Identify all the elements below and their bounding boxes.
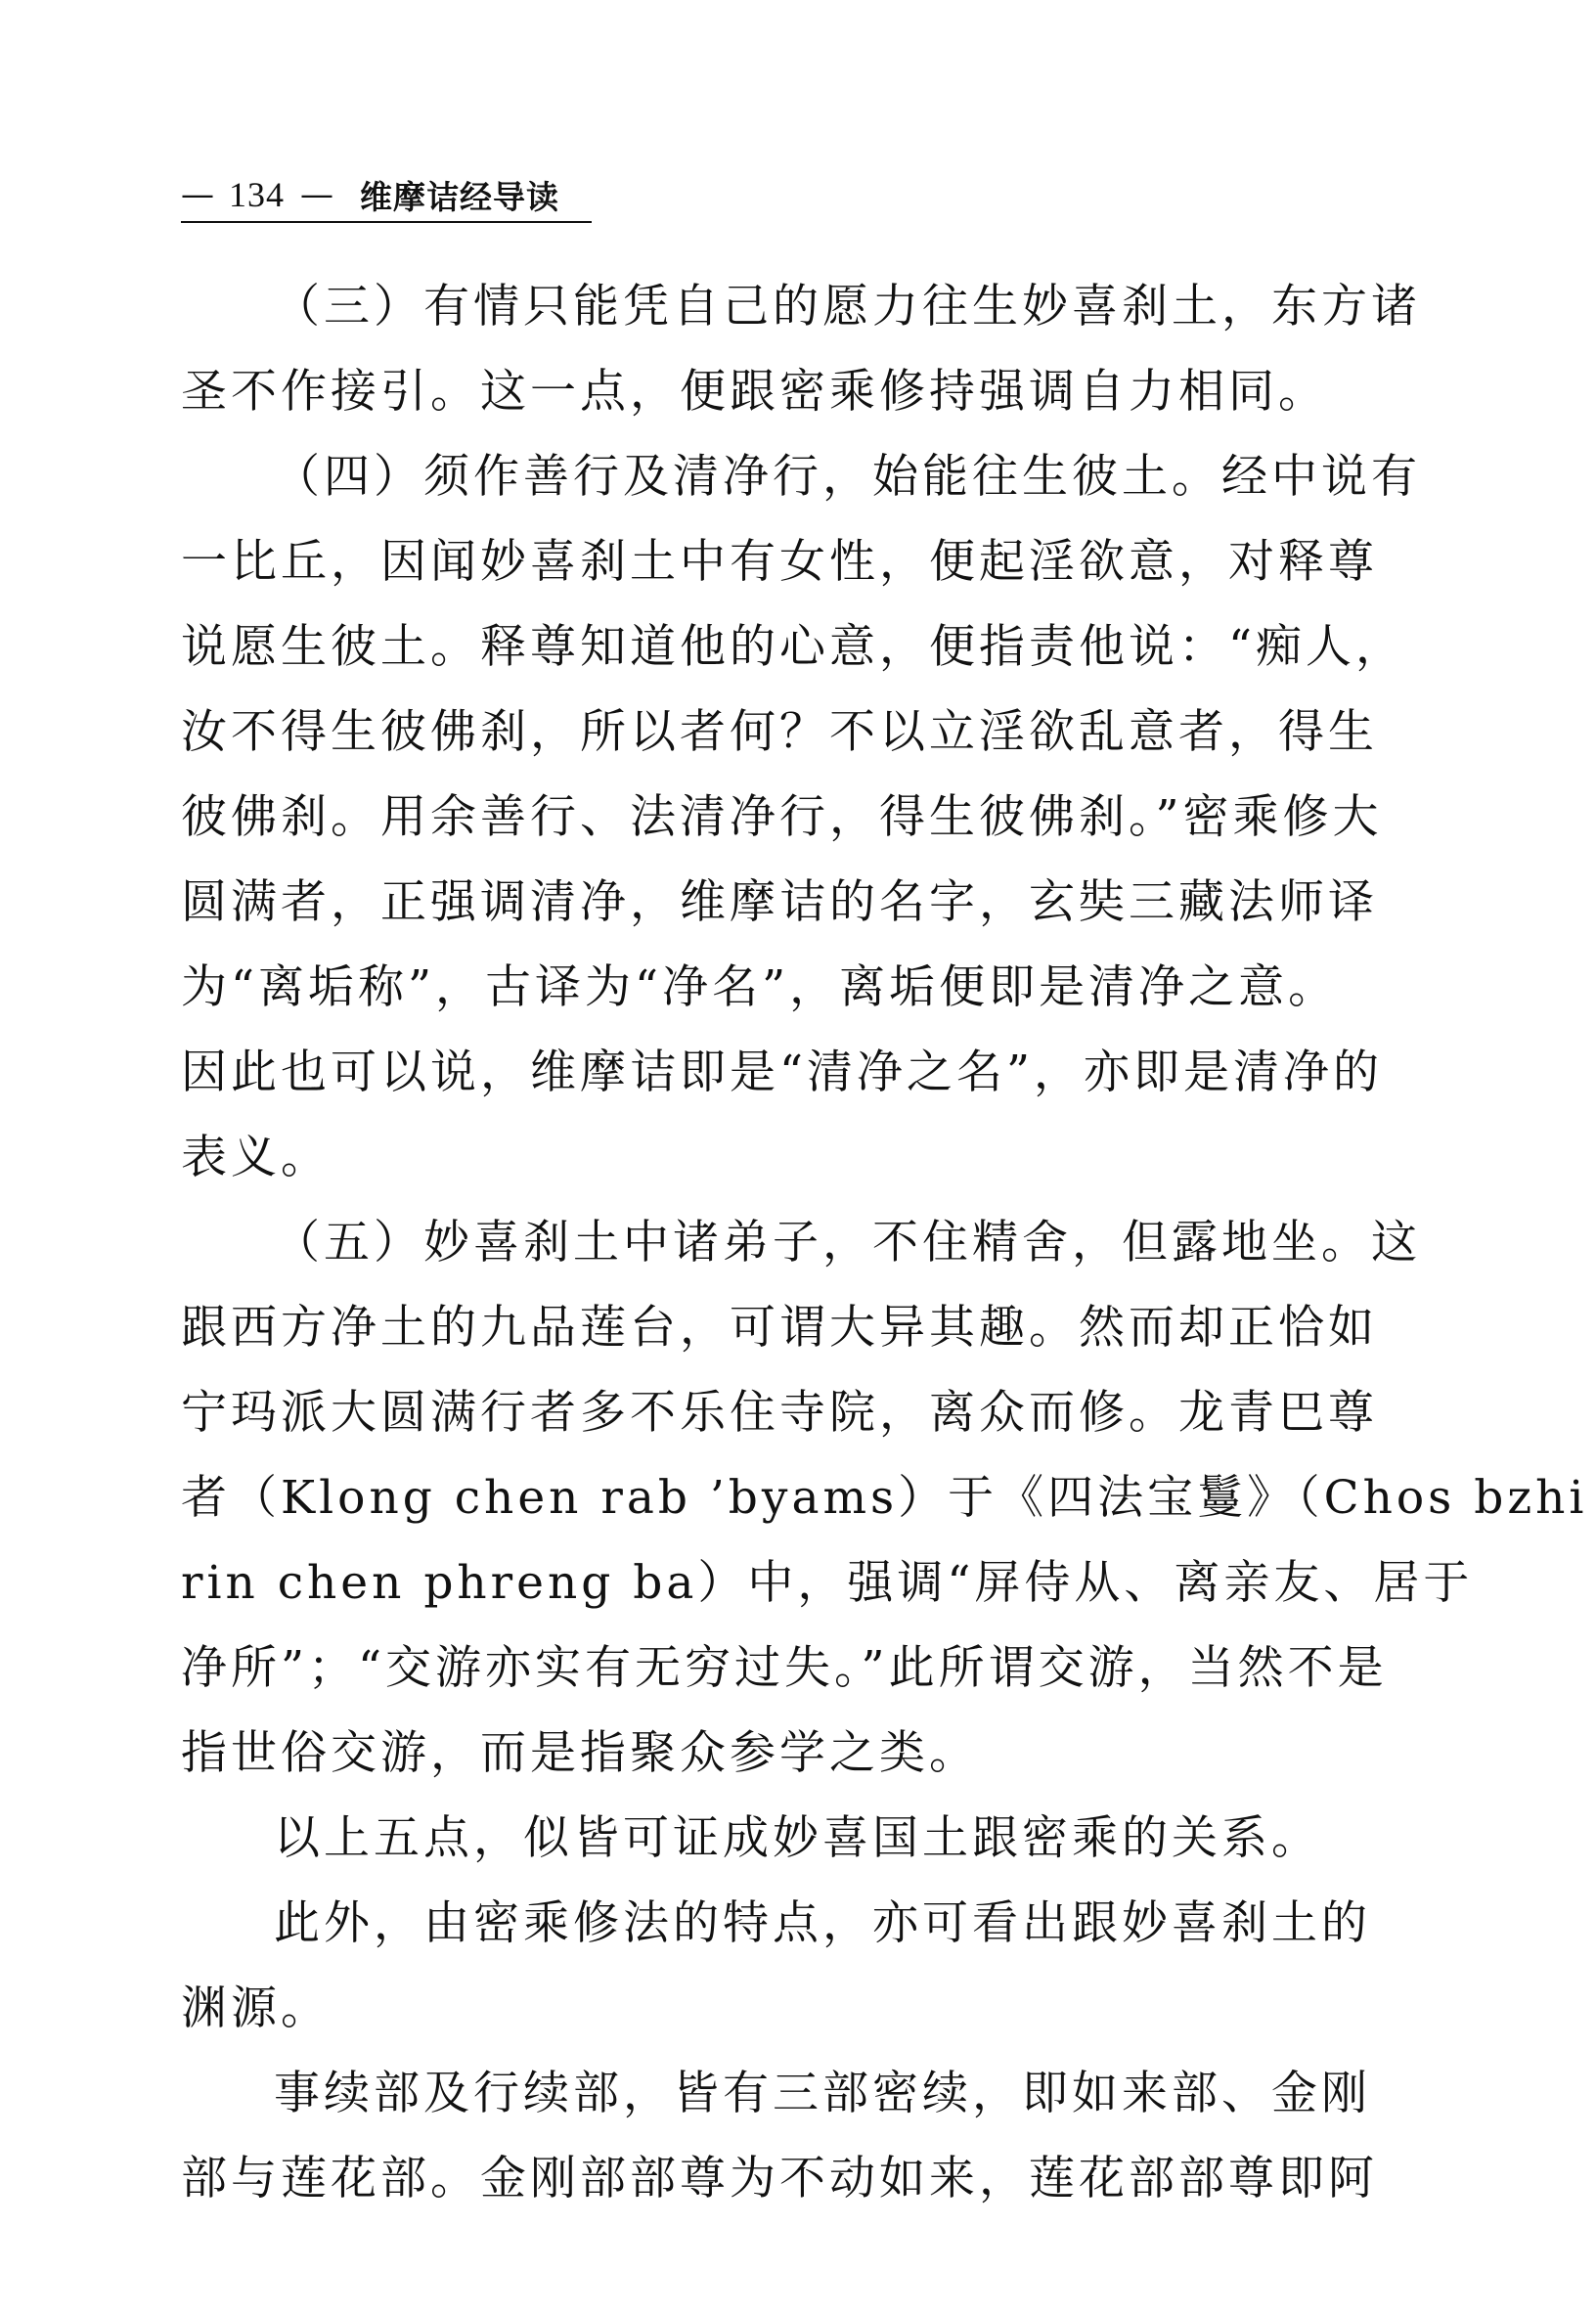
text-line: （五）妙喜刹土中诸弟子，不住精舍，但露地坐。这 [274,1216,1421,1269]
text-line: 此外，由密乘修法的特点，亦可看出跟妙喜刹土的 [274,1896,1371,1950]
text-line: 说愿生彼土。释尊知道他的心意，便指责他说：“痴人， [181,620,1406,674]
text-line: 圆满者，正强调清净，维摩诘的名字，玄奘三藏法师译 [181,875,1378,929]
text-line: 圣不作接引。这一点，便跟密乘修持强调自力相同。 [181,365,1328,419]
header-dash-left: — [181,175,215,214]
text-line: 为“离垢称”，古译为“净名”，离垢便即是清净之意。 [181,960,1339,1014]
text-line: 跟西方净土的九品莲台，可谓大异其趣。然而却正恰如 [181,1301,1378,1355]
text-line: rin chen phreng ba）中，强调“屏侍从、离亲友、居于 [181,1556,1474,1610]
text-line: 宁玛派大圆满行者多不乐住寺院，离众而修。龙青巴尊 [181,1386,1378,1440]
text-line: 事续部及行续部，皆有三部密续，即如来部、金刚 [274,2067,1371,2120]
text-line: 净所”；“交游亦实有无穷过失。”此所谓交游，当然不是 [181,1641,1388,1695]
header-dash-right: — [300,175,334,214]
text-line: 部与莲花部。金刚部部尊为不动如来，莲花部部尊即阿 [181,2152,1378,2205]
text-line: 一比丘，因闻妙喜刹土中有女性，便起淫欲意，对释尊 [181,535,1378,589]
header-rule [181,221,592,223]
text-line: 表义。 [181,1131,331,1184]
running-head [181,171,592,218]
text-line: 以上五点，似皆可证成妙喜国土跟密乘的关系。 [274,1811,1321,1865]
text-line: 彼佛刹。用余善行、法清净行，得生彼佛刹。”密乘修大 [181,790,1383,844]
text-line: 渊源。 [181,1982,331,2035]
text-line: 指世俗交游，而是指聚众参学之类。 [181,1726,979,1780]
text-line: 汝不得生彼佛刹，所以者何？不以立淫欲乱意者，得生 [181,705,1378,759]
page-number: 134 [229,175,285,214]
body-text [181,264,1588,2221]
text-line: 因此也可以说，维摩诘即是“清净之名”，亦即是清净的 [181,1046,1384,1099]
text-line: （四）须作善行及清净行，始能往生彼土。经中说有 [274,450,1421,504]
book-title: 维摩诘经导读 [360,177,559,216]
text-line: （三）有情只能凭自己的愿力往生妙喜刹土，东方诸 [274,280,1421,334]
text-line: 者（Klong chen rab ’byams）于《四法宝鬘》（Chos bzhi [181,1471,1588,1525]
